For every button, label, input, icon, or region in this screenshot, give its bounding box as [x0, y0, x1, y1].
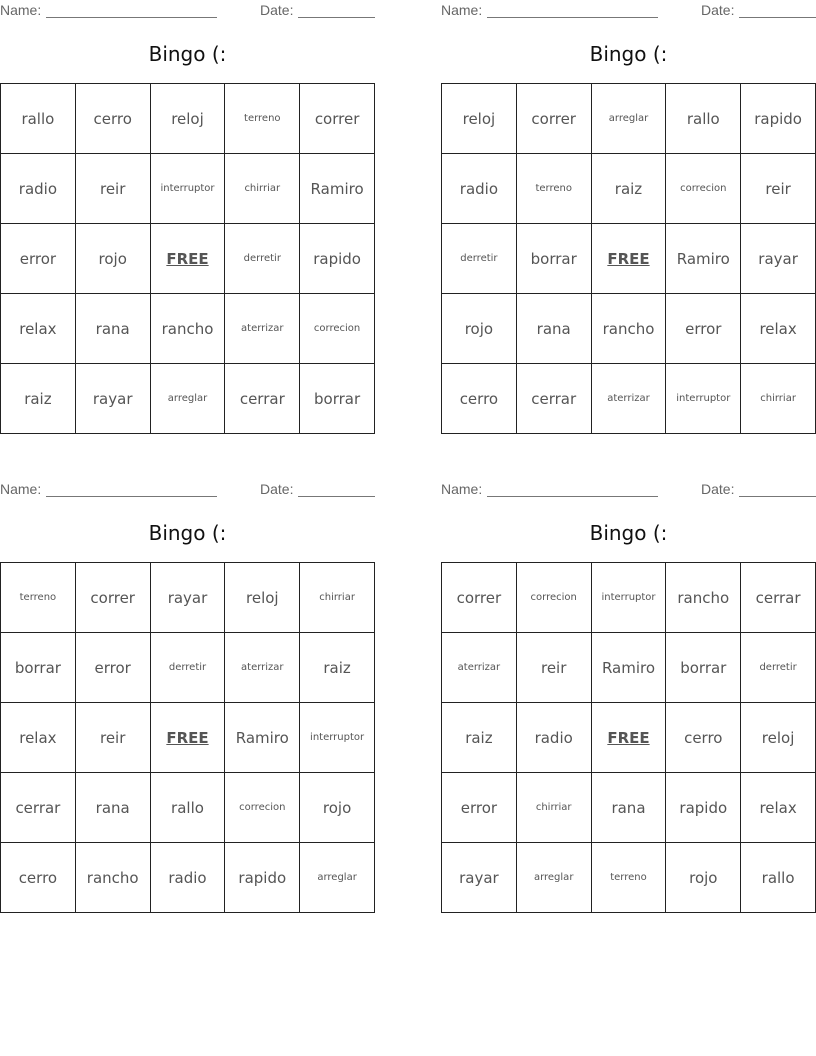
bingo-cell: aterrizar	[592, 364, 667, 434]
bingo-cell: cerrar	[741, 563, 816, 633]
name-label: Name:	[441, 2, 483, 18]
card-title: Bingo (:	[148, 521, 227, 545]
bingo-cell: terreno	[517, 154, 592, 224]
bingo-cell: rancho	[76, 843, 151, 913]
bingo-cell: rapido	[225, 843, 300, 913]
bingo-cell: terreno	[592, 843, 667, 913]
bingo-cell: reloj	[741, 703, 816, 773]
bingo-cell: rallo	[151, 773, 226, 843]
bingo-cell: borrar	[1, 633, 76, 703]
bingo-cell: cerro	[1, 843, 76, 913]
bingo-cell: cerrar	[1, 773, 76, 843]
bingo-cell: rallo	[666, 84, 741, 154]
bingo-cell: derretir	[225, 224, 300, 294]
name-blank-line	[46, 17, 217, 18]
bingo-cell: rojo	[666, 843, 741, 913]
bingo-cell: cerro	[666, 703, 741, 773]
bingo-cell: chirriar	[741, 364, 816, 434]
bingo-grid	[441, 562, 816, 913]
bingo-cell: reir	[741, 154, 816, 224]
bingo-cell: arreglar	[592, 84, 667, 154]
bingo-cell: reir	[517, 633, 592, 703]
bingo-cell: Ramiro	[666, 224, 741, 294]
free-space-cell: FREE	[592, 224, 667, 294]
card-header	[0, 479, 375, 501]
card-title: Bingo (:	[589, 42, 668, 66]
bingo-card	[0, 0, 375, 408]
name-blank-line	[487, 17, 658, 18]
bingo-cell: raiz	[300, 633, 375, 703]
free-space-cell: FREE	[151, 224, 226, 294]
bingo-cell: correcion	[300, 294, 375, 364]
bingo-cell: rana	[76, 294, 151, 364]
bingo-cell: arreglar	[151, 364, 226, 434]
bingo-cell: relax	[741, 773, 816, 843]
bingo-cell: interruptor	[592, 563, 667, 633]
bingo-cell: error	[1, 224, 76, 294]
bingo-cell: rojo	[300, 773, 375, 843]
name-blank-line	[46, 496, 217, 497]
bingo-cell: aterrizar	[225, 294, 300, 364]
bingo-cell: correr	[517, 84, 592, 154]
bingo-cell: rana	[517, 294, 592, 364]
bingo-cell: rana	[592, 773, 667, 843]
bingo-card	[441, 479, 816, 887]
bingo-cell: relax	[1, 703, 76, 773]
bingo-cell: rancho	[151, 294, 226, 364]
name-label: Name:	[0, 2, 42, 18]
date-label: Date:	[260, 2, 294, 18]
bingo-cell: borrar	[300, 364, 375, 434]
bingo-cell: reir	[76, 703, 151, 773]
name-blank-line	[487, 496, 658, 497]
bingo-cell: interruptor	[300, 703, 375, 773]
bingo-cell: rojo	[76, 224, 151, 294]
bingo-cell: cerro	[442, 364, 517, 434]
bingo-cell: error	[442, 773, 517, 843]
bingo-cell: rancho	[592, 294, 667, 364]
card-header	[441, 479, 816, 501]
bingo-cell: derretir	[151, 633, 226, 703]
bingo-grid	[441, 83, 816, 434]
bingo-cell: rancho	[666, 563, 741, 633]
bingo-cell: error	[666, 294, 741, 364]
bingo-cell: correr	[300, 84, 375, 154]
bingo-cell: rayar	[76, 364, 151, 434]
bingo-cell: Ramiro	[300, 154, 375, 224]
bingo-cell: interruptor	[666, 364, 741, 434]
bingo-cell: rojo	[442, 294, 517, 364]
bingo-cell: Ramiro	[225, 703, 300, 773]
bingo-cell: correcion	[517, 563, 592, 633]
bingo-cell: radio	[442, 154, 517, 224]
bingo-cell: rallo	[1, 84, 76, 154]
bingo-cell: rapido	[741, 84, 816, 154]
bingo-card	[0, 479, 375, 887]
bingo-cell: reloj	[151, 84, 226, 154]
bingo-cell: interruptor	[151, 154, 226, 224]
name-label: Name:	[0, 481, 42, 497]
bingo-cell: chirriar	[300, 563, 375, 633]
bingo-cell: rapido	[666, 773, 741, 843]
bingo-cell: reir	[76, 154, 151, 224]
free-space-cell: FREE	[151, 703, 226, 773]
bingo-cell: reloj	[442, 84, 517, 154]
bingo-cell: radio	[151, 843, 226, 913]
bingo-cell: cerro	[76, 84, 151, 154]
card-header	[0, 0, 375, 22]
free-space-cell: FREE	[592, 703, 667, 773]
bingo-cell: correr	[442, 563, 517, 633]
date-label: Date:	[260, 481, 294, 497]
bingo-cell: borrar	[666, 633, 741, 703]
bingo-cell: raiz	[1, 364, 76, 434]
bingo-cell: rayar	[741, 224, 816, 294]
bingo-cell: aterrizar	[225, 633, 300, 703]
bingo-cell: reloj	[225, 563, 300, 633]
bingo-cell: radio	[1, 154, 76, 224]
bingo-cell: derretir	[741, 633, 816, 703]
bingo-grid	[0, 83, 375, 434]
bingo-cell: rapido	[300, 224, 375, 294]
bingo-cell: error	[76, 633, 151, 703]
bingo-grid	[0, 562, 375, 913]
bingo-cell: arreglar	[517, 843, 592, 913]
bingo-cell: raiz	[592, 154, 667, 224]
date-blank-line	[298, 17, 375, 18]
bingo-cell: chirriar	[517, 773, 592, 843]
bingo-cell: terreno	[1, 563, 76, 633]
bingo-cell: terreno	[225, 84, 300, 154]
bingo-cell: radio	[517, 703, 592, 773]
bingo-cell: borrar	[517, 224, 592, 294]
card-title: Bingo (:	[589, 521, 668, 545]
bingo-cell: rallo	[741, 843, 816, 913]
date-label: Date:	[701, 481, 735, 497]
bingo-cell: Ramiro	[592, 633, 667, 703]
name-label: Name:	[441, 481, 483, 497]
bingo-card	[441, 0, 816, 408]
date-label: Date:	[701, 2, 735, 18]
bingo-cell: rana	[76, 773, 151, 843]
date-blank-line	[298, 496, 375, 497]
bingo-cell: correr	[76, 563, 151, 633]
bingo-cell: aterrizar	[442, 633, 517, 703]
date-blank-line	[739, 496, 816, 497]
bingo-cell: correcion	[225, 773, 300, 843]
bingo-cell: raiz	[442, 703, 517, 773]
card-header	[441, 0, 816, 22]
bingo-cell: cerrar	[517, 364, 592, 434]
bingo-cell: rayar	[442, 843, 517, 913]
bingo-cell: rayar	[151, 563, 226, 633]
card-title: Bingo (:	[148, 42, 227, 66]
bingo-cell: derretir	[442, 224, 517, 294]
bingo-cell: chirriar	[225, 154, 300, 224]
bingo-cell: relax	[741, 294, 816, 364]
bingo-cell: arreglar	[300, 843, 375, 913]
date-blank-line	[739, 17, 816, 18]
bingo-cell: relax	[1, 294, 76, 364]
bingo-cell: cerrar	[225, 364, 300, 434]
bingo-cell: correcion	[666, 154, 741, 224]
